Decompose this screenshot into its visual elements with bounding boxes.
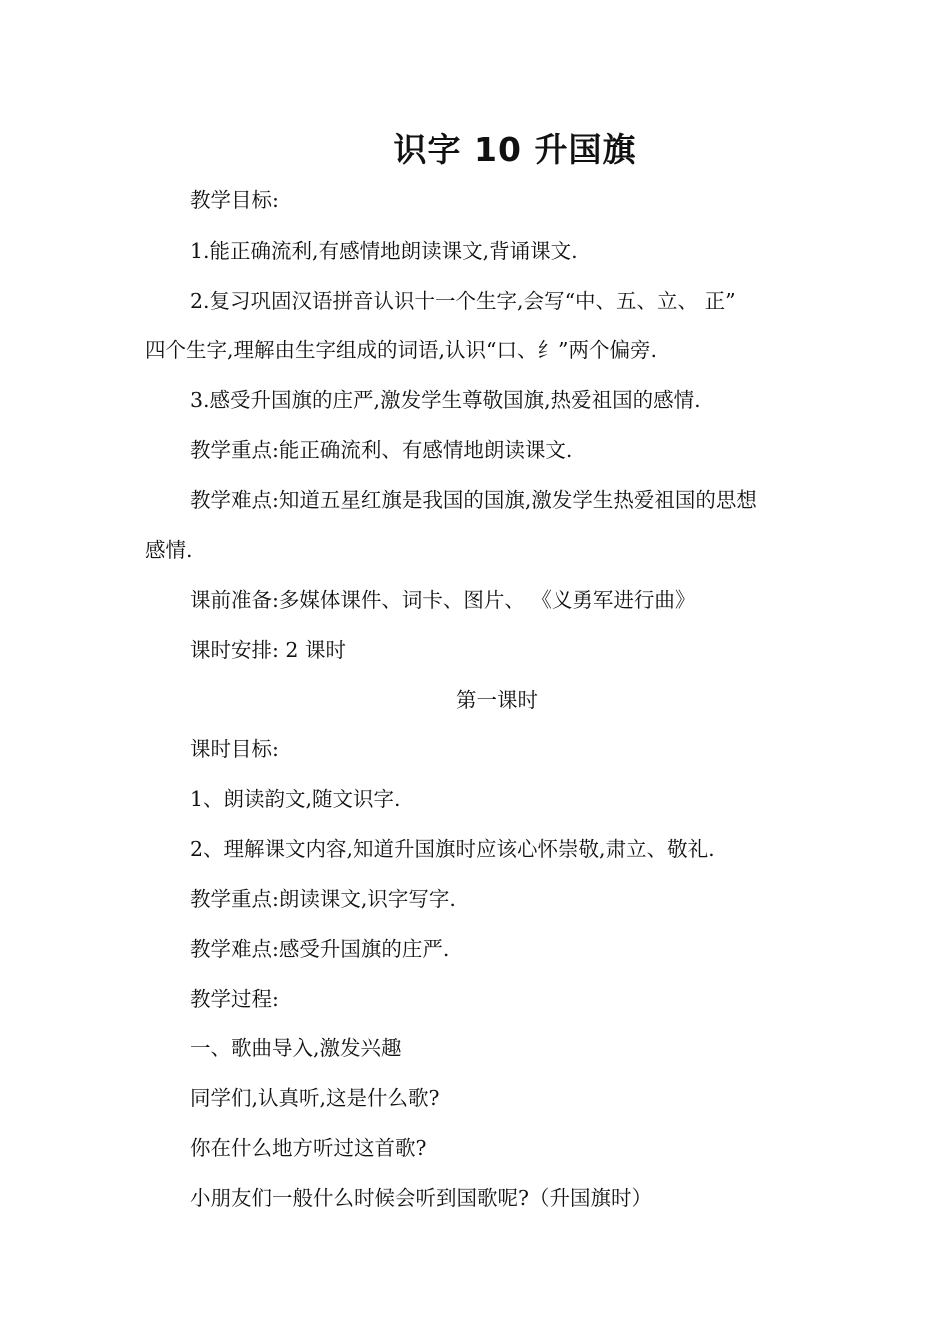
lesson-preparation: 课前准备:多媒体课件、词卡、图片、 《义勇军进行曲》 [190, 588, 696, 612]
section-label-teaching-goals: 教学目标: [190, 188, 279, 212]
teaching-difficulty: 教学难点:知道五星红旗是我国的国旗,激发学生热爱祖国的思想 [190, 488, 757, 512]
process-question-3: 小朋友们一般什么时候会听到国歌呢?（升国旗时） [190, 1186, 652, 1210]
lesson-schedule: 课时安排: 2 课时 [190, 638, 346, 662]
goal-1: 1.能正确流利,有感情地朗读课文,背诵课文. [190, 239, 578, 263]
section-label-process: 教学过程: [190, 987, 279, 1011]
process-question-2: 你在什么地方听过这首歌? [190, 1136, 427, 1160]
lesson-goal-1: 1、朗读韵文,随文识字. [190, 787, 401, 811]
process-step-1-heading: 一、歌曲导入,激发兴趣 [190, 1036, 402, 1060]
document-title: 识字 10 升国旗 [393, 130, 637, 169]
teaching-key-point: 教学重点:能正确流利、有感情地朗读课文. [190, 438, 573, 462]
section-label-lesson-goals: 课时目标: [190, 737, 279, 761]
goal-3: 3.感受升国旗的庄严,激发学生尊敬国旗,热爱祖国的感情. [190, 388, 701, 412]
lesson-key-point: 教学重点:朗读课文,识字写字. [190, 887, 456, 911]
lesson-difficulty: 教学难点:感受升国旗的庄严. [190, 937, 450, 961]
lesson-heading: 第一课时 [456, 688, 538, 712]
lesson-goal-2: 2、理解课文内容,知道升国旗时应该心怀崇敬,肃立、敬礼. [190, 837, 715, 861]
goal-2-continued: 四个生字,理解由生字组成的词语,认识“口、纟”两个偏旁. [145, 338, 658, 362]
goal-2: 2.复习巩固汉语拼音认识十一个生字,会写“中、五、立、 正” [190, 289, 736, 313]
process-question-1: 同学们,认真听,这是什么歌? [190, 1086, 440, 1110]
teaching-difficulty-continued: 感情. [145, 538, 193, 562]
